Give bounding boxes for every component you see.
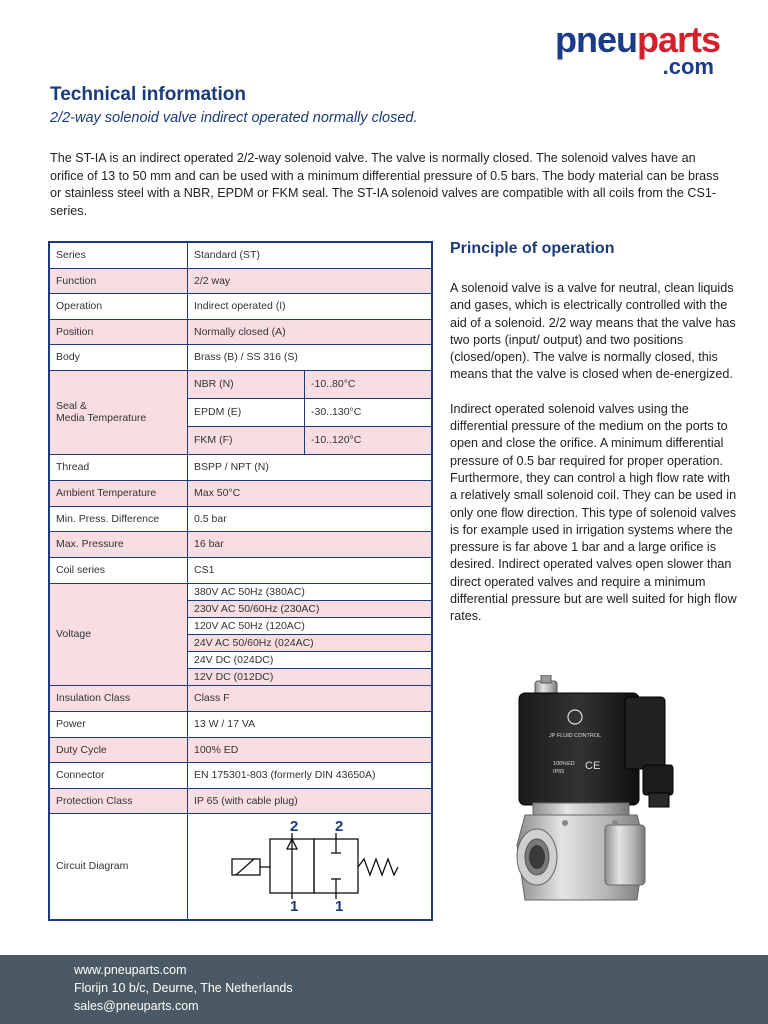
spec-row-series xyxy=(49,242,432,268)
spec-row-ambient xyxy=(49,480,432,506)
voltage-option: 380V AC 50Hz (380AC) xyxy=(188,584,431,601)
spec-label: Thread xyxy=(49,454,188,480)
spec-label: Series xyxy=(49,242,188,268)
spec-value: CS1 xyxy=(188,557,433,583)
solenoid-valve-photo xyxy=(505,675,705,915)
footer xyxy=(0,955,768,1024)
solenoid-symbol xyxy=(232,859,270,875)
spec-label: Ambient Temperature xyxy=(49,480,188,506)
spec-label: Coil series xyxy=(49,557,188,583)
seal-material: EPDM (E) xyxy=(188,398,305,426)
page-subtitle: 2/2-way solenoid valve indirect operated normally closed. xyxy=(50,110,418,126)
spec-label: Circuit Diagram xyxy=(49,813,188,920)
spec-row-body xyxy=(49,344,432,370)
spec-row-function xyxy=(49,268,432,293)
logo-dotcom: .com xyxy=(662,54,714,79)
spec-value: Standard (ST) xyxy=(188,242,433,268)
brand-text: JP FLUID CONTROL xyxy=(549,733,602,739)
principle-paragraph-2: Indirect operated solenoid valves using the differential pressure of the medium on the ports to open and close the orifice. A minimum differential pressure of 0.5 bar required for proper operation. Furthermore, they can control a high flow rate with a relatively small solenoid coil. They can be used in only one flow direction. This type of solenoid valves is for example used in irrigation systems where the pressure is far above 1 bar and a large orifice is desired. Indirect operated valves open slower than direct operated valves and require a minimum differential pressure but are well suited for high flow rates. xyxy=(450,401,737,624)
port-label: 2 xyxy=(335,817,344,835)
spec-label: Insulation Class xyxy=(49,685,188,711)
spec-label: Operation xyxy=(49,293,188,319)
spec-value: 0.5 bar xyxy=(188,506,433,531)
spec-label: Position xyxy=(49,319,188,344)
principle-text xyxy=(450,280,740,643)
voltage-option: 12V DC (012DC) xyxy=(188,669,431,685)
port-label: 2 xyxy=(290,817,299,835)
spec-value: Normally closed (A) xyxy=(188,319,433,344)
logo-pneu: pneu xyxy=(554,19,637,60)
footer-address: Florijn 10 b/c, Deurne, The Netherlands xyxy=(74,981,293,995)
spec-value: 16 bar xyxy=(188,531,433,557)
spec-value: EN 175301-803 (formerly DIN 43650A) xyxy=(188,762,433,788)
intro-paragraph: The ST-IA is an indirect operated 2/2-way solenoid valve. The valve is normally closed. The solenoid valves have an orifice of 13 to 50 mm and can be used with a minimum differential pressure of 0.5 bars. The body material can be brass or stainless steel with a NBR, EPDM or FKM seal. The ST-IA solenoid valves are compatible with all coils from the CS1-series. xyxy=(50,151,719,218)
spec-row-position xyxy=(49,319,432,344)
spec-value: Brass (B) / SS 316 (S) xyxy=(188,344,433,370)
spec-row-voltage xyxy=(49,583,432,685)
spec-label: Min. Press. Difference xyxy=(49,506,188,531)
port-label: 1 xyxy=(290,897,299,915)
pneuparts-logo[interactable] xyxy=(520,19,720,79)
marking-text: IP65 xyxy=(553,769,565,775)
seal-temp: -30..130°C xyxy=(305,398,433,426)
spec-row-coil xyxy=(49,557,432,583)
spring-symbol xyxy=(358,859,398,875)
voltage-list xyxy=(188,583,433,685)
spec-label: Voltage xyxy=(49,583,188,685)
spec-row-connector xyxy=(49,762,432,788)
spec-row-insulation xyxy=(49,685,432,711)
seal-temp: -10..120°C xyxy=(305,426,433,454)
footer-website-link[interactable]: www.pneuparts.com xyxy=(74,963,187,977)
spec-row-seal-nbr xyxy=(49,370,432,398)
spec-table xyxy=(48,241,433,921)
spec-label: Max. Pressure xyxy=(49,531,188,557)
page-title: Technical information xyxy=(50,84,247,105)
seal-material: NBR (N) xyxy=(188,370,305,398)
spec-label: Connector xyxy=(49,762,188,788)
circuit-diagram xyxy=(194,815,424,915)
spec-row-duty xyxy=(49,737,432,762)
spec-row-operation xyxy=(49,293,432,319)
spec-value: IP 65 (with cable plug) xyxy=(188,788,433,813)
spec-row-minpress xyxy=(49,506,432,531)
voltage-option: 230V AC 50/60Hz (230AC) xyxy=(188,601,431,618)
logo-parts: parts xyxy=(636,19,720,60)
principle-paragraph-1: A solenoid valve is a valve for neutral, clean liquids and gases, which is electrically controlled with the aid of a solenoid. 2/2 way means that the valve has two ports (input/ output) and two positions (closed/open). The valve is normally closed, this means that the valve is closed when de-energized. xyxy=(450,281,736,382)
seal-temp: -10..80°C xyxy=(305,370,433,398)
voltage-option: 120V AC 50Hz (120AC) xyxy=(188,618,431,635)
spec-value: Indirect operated (I) xyxy=(188,293,433,319)
spec-value: 13 W / 17 VA xyxy=(188,711,433,737)
spec-value: Class F xyxy=(188,685,433,711)
spec-row-maxpress xyxy=(49,531,432,557)
footer-email-link[interactable]: sales@pneuparts.com xyxy=(74,999,199,1013)
spec-label: Body xyxy=(49,344,188,370)
spec-row-power xyxy=(49,711,432,737)
spec-row-circuit xyxy=(49,813,432,920)
seal-label-line1: Seal & xyxy=(56,400,87,412)
marking-text: 100%ED xyxy=(553,761,575,767)
spec-label-seal xyxy=(49,370,188,454)
circuit-diagram-cell xyxy=(188,813,433,920)
port-label: 1 xyxy=(335,897,344,915)
spec-row-thread xyxy=(49,454,432,480)
voltage-option: 24V DC (024DC) xyxy=(188,652,431,669)
seal-label-line2: Media Temperature xyxy=(56,412,147,424)
spec-label: Duty Cycle xyxy=(49,737,188,762)
spec-label: Power xyxy=(49,711,188,737)
ce-mark: CE xyxy=(585,760,601,772)
spec-value: BSPP / NPT (N) xyxy=(188,454,433,480)
seal-material: FKM (F) xyxy=(188,426,305,454)
spec-row-protection xyxy=(49,788,432,813)
spec-value: 100% ED xyxy=(188,737,433,762)
spec-label: Protection Class xyxy=(49,788,188,813)
spec-value: 2/2 way xyxy=(188,268,433,293)
spec-value: Max 50°C xyxy=(188,480,433,506)
valve-body-symbol xyxy=(270,833,358,899)
voltage-option: 24V AC 50/60Hz (024AC) xyxy=(188,635,431,652)
spec-label: Function xyxy=(49,268,188,293)
principle-title: Principle of operation xyxy=(450,240,615,257)
